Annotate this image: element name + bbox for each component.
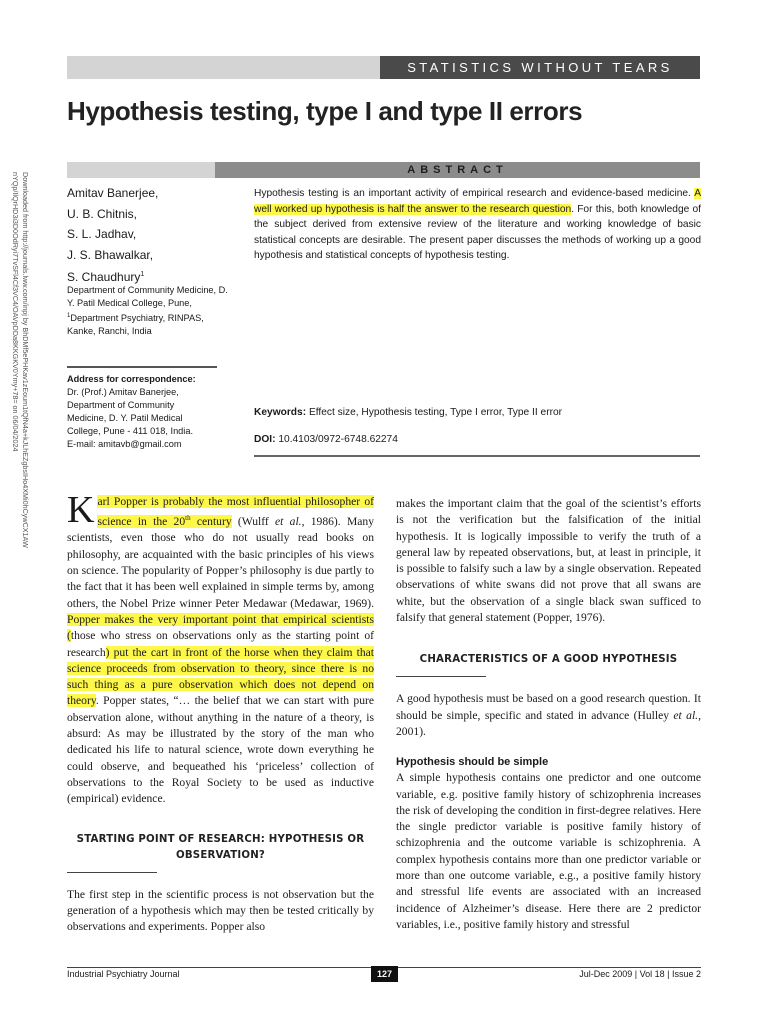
section-heading: CHARACTERISTICS OF A GOOD HYPOTHESIS <box>419 654 678 666</box>
correspondence-block <box>67 373 237 451</box>
doi: DOI: 10.4103/0972-6748.62274 <box>254 434 398 445</box>
highlighted-text: Popper makes the very important point that empirical scientists ( <box>67 612 374 643</box>
subheading: Hypothesis should be simple <box>396 756 549 769</box>
affiliation: Department of Community Medicine, D. Y. Patil Medical College, Pune, $^1$Department Psychiatry, RINPAS, Kanke, Ranchi, India <box>67 285 228 337</box>
paragraph: A simple hypothesis contains one predictor and one outcome variable, e.g. positive family history of schizophrenia increases the risk of developing the condition in first-degree relatives. Here the single predictor variable is positive family history of schizophrenia and the outcome variable is schizophrenia. A complex hypothesis contains more than one predictor variable or more than one outcome variable, e.g., a positive family history and stressful life events are associated with an increased incidence of Alzheimer’s disease. Here there are 2 predictor variables, i.e., positive family history and stressful <box>396 771 701 931</box>
correspondence-email: E-mail: amitavb@gmail.com <box>67 439 182 449</box>
correspondence-divider <box>67 366 217 368</box>
abstract-divider <box>254 455 700 457</box>
paragraph: The first step in the scientific process is not observation but the generation of a hypothesis which may then be tested critically by observations and experiments. Popper also <box>67 887 374 934</box>
highlighted-text: ) put the cart in front of the horse when they claim that science proceeds from observation to theory, since there is no such thing as a pure observation which does not depend on theory <box>67 645 374 708</box>
author-name: S. Chaudhury$^1$ <box>67 270 145 284</box>
correspondence-heading: Address for correspondence: <box>67 374 196 384</box>
body-column-right <box>396 496 701 933</box>
author-name: Amitav Banerjee, <box>67 186 159 200</box>
author-name: S. L. Jadhav, <box>67 227 137 241</box>
author-name: J. S. Bhawalkar, <box>67 247 154 262</box>
abstract-text: Hypothesis testing is an important activity of empirical research and evidence-based medicine. A well worked up hypothesis is half the answer to the research question. For this, both knowledge of the subject derived from extensive review of the literature and working knowledge of basic statistical concepts are desirable. The present paper discusses the methods of working up a good hypothesis and statistical concepts of hypothesis testing. <box>254 188 701 262</box>
article-title: Hypothesis testing, type I and type II errors <box>67 96 583 126</box>
body-column-left <box>67 489 374 935</box>
paragraph: Karl Popper is probably the most influential philosopher of science in the 20th century (Wulff et al., 1986). Many scientists, even those who do not usually read books on philosophy, are acquainted with the basic principles of his views on science. The popularity of Popper’s philosophy is due partly to the fact that it has been well explained in simple terms by, among others, the Nobel Prize winner Peter Medawar (Medawar, 1969). Popper makes the very important point that empirical scientists (those who stress on observations only as the starting point of research) put the cart in front of the horse when they claim that science proceeds from observation to theory, since there is no such thing as a pure observation which does not depend on theory. Popper states, “… the belief that we can start with pure observation alone, without anything in the nature of a theory, is absurd: As may be illustrated by the story of the man who dedicated his life to natural science, wrote down everything he could observe, and bequeathed his ‘priceless’ collection of observations to the Royal Society to be used as inductive (empirical) evidence. <box>67 489 374 806</box>
correspondence-line: Department of Community <box>67 400 175 410</box>
section-divider <box>396 676 486 677</box>
download-note-line-1: Downloaded from http://journals.lww.com/inpj by BhDMf5ePHKav1zEoum1tQfN4a+kJLhEZgbsIHo4XMi0hCywCX1AW <box>21 172 30 548</box>
correspondence-line: Dr. (Prof.) Amitav Banerjee, <box>67 387 179 397</box>
drop-cap: K <box>67 489 95 531</box>
section-label: STATISTICS WITHOUT TEARS <box>380 56 700 79</box>
author-name: U. B. Chitnis, <box>67 206 138 221</box>
section-heading: STARTING POINT OF RESEARCH: HYPOTHESIS OR OBSERVATION? <box>76 833 365 861</box>
highlighted-text: arl Popper is probably the most influential philosopher of science in the 20th century <box>97 495 374 529</box>
abstract-heading: ABSTRACT <box>215 162 700 178</box>
correspondence-line: Medicine, D. Y. Patil Medical <box>67 413 183 423</box>
download-note-line-2: nYQp/IlQrHD3i3D0OdRyi7TvSFl4Cf3VC4/OAVpDDa8KKGKV0Ymy+78= on 06/04/2024 <box>11 172 20 452</box>
journal-name: Industrial Psychiatry Journal <box>67 969 180 979</box>
paragraph: A good hypothesis must be based on a good research question. It should be simple, specific and stated in advance (Hulley et al., 2001). <box>396 692 701 738</box>
author-list <box>67 183 237 288</box>
paragraph: makes the important claim that the goal of the scientist’s efforts is not the verification but the falsification of the initial hypothesis. It is logically impossible to verify the truth of a general law by repeated observations, but, at least in principle, it is possible to falsify such a law by a single observation. Repeated observations of white swans did not prove that all swans are white, but the observation of a single black swan sufficed to falsify that general statement (Popper, 1976). <box>396 497 701 625</box>
page-number: 127 <box>371 966 398 982</box>
keywords: Keywords: Effect size, Hypothesis testing, Type I error, Type II error <box>254 407 563 418</box>
correspondence-line: College, Pune - 411 018, India. <box>67 426 193 436</box>
issue-info: Jul-Dec 2009 | Vol 18 | Issue 2 <box>579 969 701 979</box>
download-note <box>11 172 46 652</box>
highlighted-text: A well worked up hypothesis is half the answer to the research question <box>254 188 701 215</box>
section-divider <box>67 872 157 873</box>
